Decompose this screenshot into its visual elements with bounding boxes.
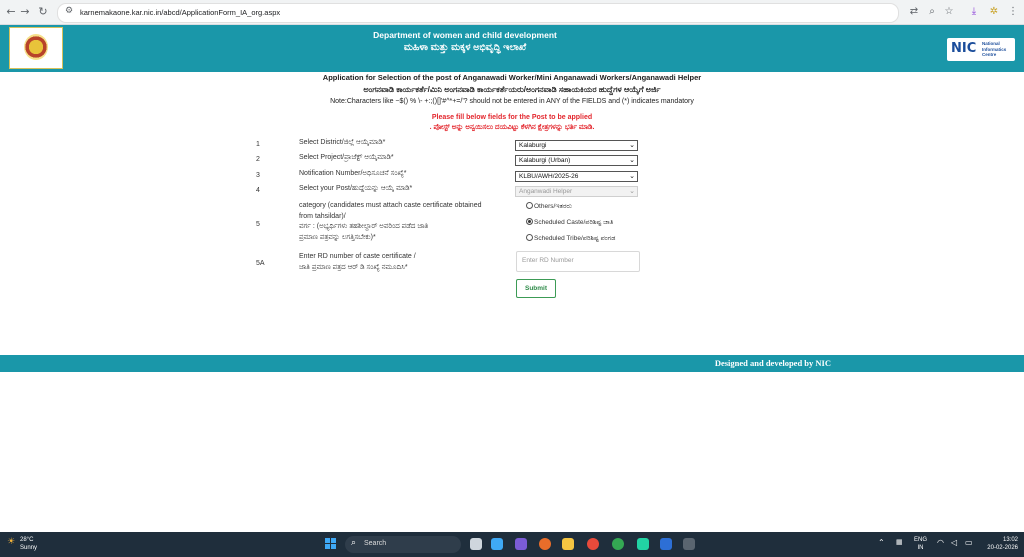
rd-number-field[interactable] [516, 251, 640, 272]
chevron-down-icon: ⌄ [629, 141, 635, 149]
department-title-kannada: ಮಹಿಳಾ ಮತ್ತು ಮಕ್ಕಳ ಅಭಿವೃದ್ಧಿ ಇಲಾಖೆ [403, 42, 527, 53]
task-view-icon[interactable] [470, 538, 482, 550]
rd-label [299, 252, 416, 273]
forward-arrow-icon[interactable]: → [20, 5, 30, 18]
nic-logo-text: NIC [951, 41, 977, 56]
firefox-icon[interactable] [539, 538, 551, 550]
download-icon[interactable]: ⤓ [971, 6, 977, 17]
battery-icon[interactable]: ▭ [965, 538, 973, 547]
row-number: 3 [256, 172, 260, 179]
submit-button[interactable]: Submit [516, 279, 556, 298]
notification-select-value: KLBU/AWH/2025-26 [519, 173, 579, 180]
sun-icon: ☀ [7, 537, 16, 547]
chevron-down-icon: ⌄ [629, 187, 635, 195]
radio-circle-icon[interactable] [526, 202, 533, 209]
windows-taskbar [0, 532, 1024, 557]
address-bar[interactable] [57, 3, 899, 23]
lang-region: IN [917, 545, 924, 551]
district-select-value: Kalaburgi [519, 142, 547, 149]
district-label: Select District/ಜಿಲ್ಲೆ ಆಯ್ಕೆಮಾಡಿ* [299, 139, 386, 146]
radio-selected-icon[interactable] [526, 218, 533, 225]
store-icon[interactable] [683, 538, 695, 550]
notification-select[interactable] [515, 171, 638, 182]
weather-desc: Sunny [20, 545, 38, 551]
clock-date: 20-02-2026 [987, 545, 1018, 551]
rd-label-line: Enter RD number of caste certificate / [299, 253, 416, 260]
site-footer [0, 355, 1024, 372]
project-select-value: Kalaburgi (Urban) [519, 157, 571, 164]
wifi-icon[interactable]: ◠ [937, 538, 944, 547]
radio-circle-icon[interactable] [526, 234, 533, 241]
tray-chevron-icon[interactable]: ⌃ [878, 538, 885, 547]
lang-code: ENG [914, 537, 928, 543]
form-note: Note:Characters like ~$() % \- +:;()[]'#^*+=/'? should not be entered in ANY of the FIELDS and (*) indicates mandatory [330, 98, 694, 105]
category-label-line: ಪ್ರಮಾಣ ಪತ್ರವನ್ನು ಲಗತ್ತಿಸಬೇಕು)* [299, 233, 376, 241]
app-icon[interactable] [637, 538, 649, 550]
department-title: Department of women and child development [373, 30, 557, 40]
radio-scheduled-tribe[interactable] [526, 235, 615, 243]
category-label-line: ವರ್ಗ : (ಅಭ್ಯರ್ಥಿಗಳು ತಹಶೀಲ್ದಾರ್ ಅವರಿಂದ ಪಡೆದ ಜಾತಿ [299, 223, 429, 230]
nic-logo-subtext: National Informatics Centre [982, 41, 1007, 57]
post-label: Select your Post/ಹುದ್ದೆಯನ್ನು ಆಯ್ಕೆ ಮಾಡಿ* [299, 185, 413, 192]
clock[interactable] [980, 536, 1018, 552]
menu-dots-icon[interactable]: ⋮ [1008, 6, 1018, 17]
district-select[interactable] [515, 140, 638, 151]
back-arrow-icon[interactable]: ← [6, 5, 16, 18]
project-select[interactable] [515, 155, 638, 166]
tray-app-icon[interactable]: ▦ [896, 538, 903, 546]
chrome-icon[interactable] [587, 538, 599, 550]
instruction-text: Please fill below fields for the Post to be applied [431, 114, 593, 121]
row-number: 5A [256, 260, 265, 267]
row-number: 4 [256, 187, 260, 194]
zoom-icon[interactable]: ⌕ [929, 6, 935, 17]
footer-text: Designed and developed by NIC [714, 358, 831, 368]
url-text[interactable]: karnemakaone.kar.nic.in/abcd/ApplicationForm_IA_org.aspx [80, 8, 281, 17]
chevron-down-icon: ⌄ [629, 156, 635, 164]
radio-label: Others/ಇತರರು [534, 203, 572, 211]
extension-icon[interactable]: ✲ [989, 6, 999, 17]
category-label [299, 201, 482, 243]
search-icon: ⌕ [351, 538, 357, 548]
row-number: 5 [256, 221, 260, 228]
form-title-kannada: ಅಂಗನವಾಡಿ ಕಾರ್ಯಕರ್ತೆ/ಮಿನಿ ಅಂಗನವಾಡಿ ಕಾರ್ಯಕರ್ತೆಯರು/ಅಂಗನವಾಡಿ ಸಹಾಯಕಿಯರ ಹುದ್ದೆಗಳ ಆಯ್ಕೆಗೆ ಅರ್ಜಿ [363, 85, 661, 94]
taskbar-search[interactable] [345, 536, 461, 553]
bookmark-star-icon[interactable]: ☆ [944, 6, 954, 17]
clock-time: 13:02 [1002, 537, 1018, 543]
category-label-line: category (candidates must attach caste certificate obtained [299, 202, 482, 209]
radio-scheduled-caste[interactable] [526, 219, 613, 227]
site-info-icon[interactable]: ⚙ [65, 6, 74, 16]
teams-icon[interactable] [515, 538, 527, 550]
post-select[interactable] [515, 186, 638, 197]
reload-icon[interactable]: ↻ [38, 5, 48, 18]
rd-number-input[interactable] [517, 252, 637, 269]
post-select-value: Anganwadi Helper [519, 188, 573, 195]
edge-icon[interactable] [660, 538, 672, 550]
radio-label: Scheduled Tribe/ಪರಿಶಿಷ್ಟ ಪಂಗಡ [534, 235, 616, 243]
row-number: 2 [256, 156, 260, 163]
widgets-icon[interactable] [491, 538, 503, 550]
browser-toolbar [0, 0, 1024, 25]
nic-logo [947, 38, 1015, 61]
row-number: 1 [256, 141, 260, 148]
windows-start-icon[interactable] [325, 538, 337, 550]
rd-label-line: ಜಾತಿ ಪ್ರಮಾಣ ಪತ್ರದ ಆರ್ ಡಿ ಸಂಖ್ಯೆ ನಮೂದಿಸಿ* [299, 263, 408, 271]
radio-label: Scheduled Caste/ಪರಿಶಿಷ್ಟ ಜಾತಿ [534, 219, 614, 227]
volume-icon[interactable]: ◁ [951, 538, 958, 547]
search-label: Search [364, 540, 387, 547]
language-indicator[interactable] [914, 536, 927, 552]
chrome-profile-icon[interactable] [612, 538, 624, 550]
weather-temp: 28°C [20, 537, 34, 543]
form-title: Application for Selection of the post of Anganawadi Worker/Mini Anganawadi Workers/Anganawadi Helper [322, 73, 702, 82]
chevron-down-icon: ⌄ [629, 172, 635, 180]
translate-icon[interactable]: ⇄ [909, 6, 919, 17]
radio-others[interactable] [526, 203, 572, 211]
notification-label: Notification Number/ಅಧಿಸೂಚನೆ ಸಂಖ್ಯೆ* [299, 170, 407, 177]
project-label: Select Project/ಪ್ರಾಜೆಕ್ಟ್ ಆಯ್ಕೆಮಾಡಿ* [299, 154, 394, 161]
instruction-text-kannada: . ಪೋಸ್ಟ್ ಅನ್ನು ಅನ್ವಯಿಸಲು ದಯವಿಟ್ಟು ಕೆಳಗಿನ ಕ್ಷೇತ್ರಗಳನ್ನು ಭರ್ತಿ ಮಾಡಿ. [429, 124, 595, 131]
file-explorer-icon[interactable] [562, 538, 574, 550]
category-label-line: from tahsildar)/ [299, 212, 346, 220]
